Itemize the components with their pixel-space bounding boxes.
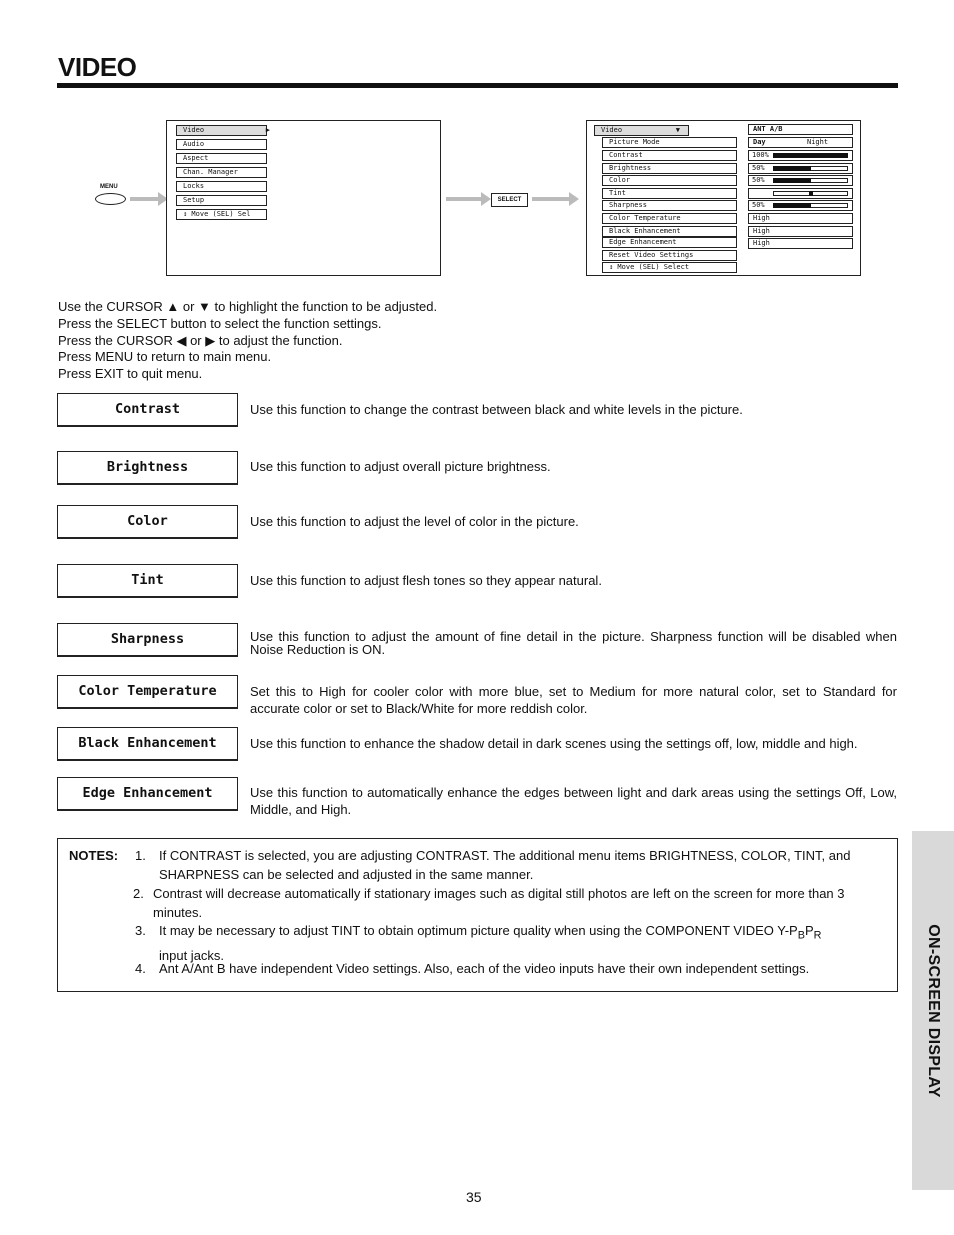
side-tab-label: ON-SCREEN DISPLAY: [925, 924, 942, 1098]
tint-marker: [809, 191, 813, 196]
level-label: 50%: [752, 176, 765, 184]
function-label-sharpness: Sharpness: [57, 623, 238, 657]
instructions: [58, 299, 437, 383]
video-menu-item: Edge Enhancement: [602, 237, 737, 248]
edge-enhancement-value: High: [748, 238, 853, 249]
picture-mode-day: Day: [753, 138, 766, 146]
function-desc-edge-enhancement: Use this function to automatically enhance the edges between light and dark areas using the settings Off, Low, Middle, and High.: [250, 785, 897, 817]
function-label-color: Color: [57, 505, 238, 539]
function-label-contrast: Contrast: [57, 393, 238, 427]
level-bar-fill: [773, 178, 811, 183]
video-menu-item: Reset Video Settings: [602, 250, 737, 261]
function-label-tint: Tint: [57, 564, 238, 598]
picture-mode-night: Night: [807, 138, 829, 146]
note-subscript: R: [813, 929, 822, 942]
arrow-right-icon: [446, 197, 482, 201]
page-title: VIDEO: [58, 52, 137, 82]
level-bar-fill: [773, 153, 848, 158]
main-menu-item: Audio: [176, 139, 267, 150]
brightness-value: [748, 163, 853, 174]
page-number: 35: [466, 1189, 482, 1205]
video-menu-screen: [586, 120, 861, 276]
sharpness-value: [748, 200, 853, 211]
main-menu-screen: [166, 120, 441, 276]
arrow-right-icon: [130, 197, 159, 201]
video-menu-header: Video ▼: [594, 125, 689, 136]
function-label-edge-enhancement: Edge Enhancement: [57, 777, 238, 811]
video-menu-item: Brightness: [602, 163, 737, 174]
video-menu-item: Picture Mode: [602, 137, 737, 148]
black-enhancement-value: High: [748, 226, 853, 237]
function-desc-black-enhancement: Use this function to enhance the shadow detail in dark scenes using the settings off, low, middle and high.: [250, 736, 858, 751]
main-menu-item: Video ▶: [176, 125, 267, 136]
video-menu-footer: ↕ Move (SEL) Select: [602, 262, 737, 273]
tint-value: [748, 188, 853, 199]
chevron-down-icon: ▼: [675, 126, 680, 134]
level-label: 100%: [752, 151, 769, 159]
picture-mode-value: [748, 137, 853, 148]
video-menu-item: Contrast: [602, 150, 737, 161]
menu-button-icon: [95, 193, 126, 205]
video-menu-item: Tint: [602, 188, 737, 199]
video-menu-item: Color: [602, 175, 737, 186]
function-desc-brightness: Use this function to adjust overall picture brightness.: [250, 459, 551, 474]
function-desc-tint: Use this function to adjust flesh tones so they appear natural.: [250, 573, 602, 588]
video-menu-item: Black Enhancement: [602, 226, 737, 237]
select-button: SELECT: [491, 193, 528, 207]
title-rule: [57, 83, 898, 88]
contrast-value: [748, 150, 853, 161]
main-menu-item: Chan. Manager: [176, 167, 267, 178]
color-value: [748, 175, 853, 186]
level-label: 50%: [752, 164, 765, 172]
video-menu-item: Sharpness: [602, 200, 737, 211]
notes-box: [57, 838, 898, 992]
instruction-line: Press the CURSOR ◀ or ▶ to adjust the function.: [58, 332, 343, 348]
function-label-black-enhancement: Black Enhancement: [57, 727, 238, 761]
instruction-line: Press the SELECT button to select the function settings.: [58, 315, 382, 331]
values-header: ANT A/B: [748, 124, 853, 135]
note-text: Ant A/Ant B have independent Video settings. Also, each of the video inputs have their own independent settings.: [159, 961, 810, 976]
side-tab: [912, 831, 954, 1190]
level-label: 50%: [752, 201, 765, 209]
note-text: Contrast will decrease automatically if stationary images such as digital still photos are left on the screen for more than 3 minutes.: [153, 886, 845, 920]
note-text: If CONTRAST is selected, you are adjusting CONTRAST. The additional menu items BRIGHTNESS, COLOR, TINT, and SHARPNESS can be selected and adjusted in the same manner.: [159, 848, 851, 882]
instruction-line: Use the CURSOR ▲ or ▼ to highlight the function to be adjusted.: [58, 299, 438, 314]
main-menu-item: Setup: [176, 195, 267, 206]
note-text-part: P: [804, 923, 814, 938]
video-menu-item: Color Temperature: [602, 213, 737, 224]
level-bar-fill: [773, 203, 811, 208]
note-number: 2.: [133, 886, 144, 901]
color-temperature-value: High: [748, 213, 853, 224]
instruction-line: Press EXIT to quit menu.: [58, 366, 203, 382]
main-menu-item: Aspect: [176, 153, 267, 164]
level-bar-fill: [773, 166, 811, 171]
function-desc-color-temperature: Set this to High for cooler color with more blue, set to Medium for more natural color, set to Standard for accurate color or set to Black/White for more reddish color.: [250, 684, 897, 716]
main-menu-item: Locks: [176, 181, 267, 192]
note-subscript: B: [797, 929, 805, 942]
note-number: 4.: [135, 961, 146, 976]
function-label-color-temperature: Color Temperature: [57, 675, 238, 709]
function-desc-contrast: Use this function to change the contrast between black and white levels in the picture.: [250, 402, 743, 417]
note-text-part: input jacks.: [159, 947, 225, 963]
function-desc-sharpness: Use this function to adjust the amount of fine detail in the picture. Sharpness function will be disabled when Noise Reduction is ON.: [250, 629, 897, 657]
menu-button-label: MENU: [100, 184, 118, 190]
notes-label: NOTES:: [69, 848, 119, 863]
chevron-right-icon: ▶: [265, 126, 270, 134]
function-label-brightness: Brightness: [57, 451, 238, 485]
note-text-part: It may be necessary to adjust TINT to obtain optimum picture quality when using the COMPONENT VIDEO Y-P: [159, 923, 798, 938]
instruction-line: Press MENU to return to main menu.: [58, 349, 272, 365]
note-number: 1.: [135, 848, 146, 863]
main-menu-footer: ↕ Move (SEL) Sel: [176, 209, 267, 220]
function-desc-color: Use this function to adjust the level of color in the picture.: [250, 514, 579, 529]
arrow-right-icon: [532, 197, 570, 201]
note-number: 3.: [135, 923, 146, 938]
